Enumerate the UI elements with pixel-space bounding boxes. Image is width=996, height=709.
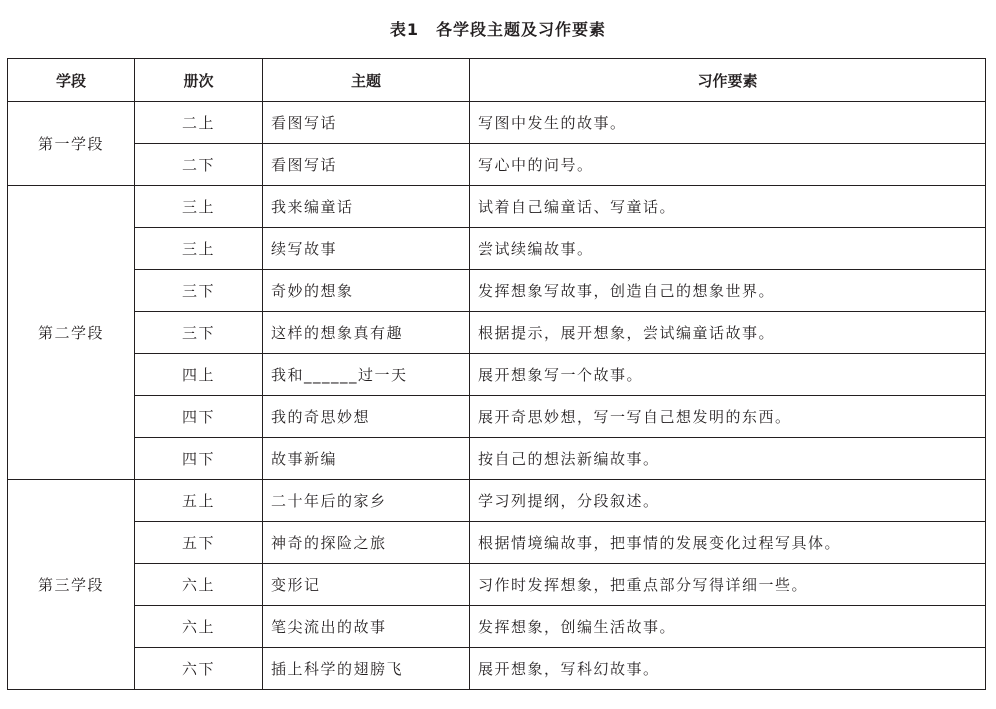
header-volume: 册次 (135, 59, 263, 102)
header-row (8, 59, 986, 102)
table-row (8, 480, 986, 522)
header-stage: 学段 (8, 59, 135, 102)
volume-cell: 五上 (135, 480, 263, 522)
volume-cell: 二下 (135, 144, 263, 186)
topic-cell: 故事新编 (263, 438, 470, 480)
stage-cell: 第一学段 (8, 102, 135, 186)
table-row (8, 564, 986, 606)
table-row (8, 354, 986, 396)
header-elements: 习作要素 (470, 59, 986, 102)
volume-cell: 六上 (135, 564, 263, 606)
writing-elements-table (7, 58, 986, 690)
elements-cell: 根据提示，展开想象，尝试编童话故事。 (470, 312, 986, 354)
table-row (8, 270, 986, 312)
table-caption: 表1 各学段主题及习作要素 (389, 20, 607, 39)
topic-cell: 变形记 (263, 564, 470, 606)
table-row (8, 438, 986, 480)
header-topic: 主题 (263, 59, 470, 102)
volume-cell: 三上 (135, 186, 263, 228)
volume-cell: 四上 (135, 354, 263, 396)
elements-cell: 试着自己编童话、写童话。 (470, 186, 986, 228)
topic-cell: 这样的想象真有趣 (263, 312, 470, 354)
elements-cell: 展开想象写一个故事。 (470, 354, 986, 396)
volume-cell: 六下 (135, 648, 263, 690)
volume-cell: 四下 (135, 438, 263, 480)
table-row (8, 186, 986, 228)
table-row (8, 102, 986, 144)
volume-cell: 五下 (135, 522, 263, 564)
topic-cell: 看图写话 (263, 102, 470, 144)
table-row (8, 396, 986, 438)
elements-cell: 展开奇思妙想，写一写自己想发明的东西。 (470, 396, 986, 438)
elements-cell: 学习列提纲，分段叙述。 (470, 480, 986, 522)
stage-cell: 第二学段 (8, 186, 135, 480)
table-row (8, 648, 986, 690)
volume-cell: 二上 (135, 102, 263, 144)
elements-cell: 发挥想象写故事，创造自己的想象世界。 (470, 270, 986, 312)
elements-cell: 写心中的问号。 (470, 144, 986, 186)
topic-cell: 我来编童话 (263, 186, 470, 228)
table-row (8, 228, 986, 270)
table-row (8, 312, 986, 354)
elements-cell: 尝试续编故事。 (470, 228, 986, 270)
topic-cell: 奇妙的想象 (263, 270, 470, 312)
volume-cell: 三上 (135, 228, 263, 270)
volume-cell: 六上 (135, 606, 263, 648)
stage-cell: 第三学段 (8, 480, 135, 690)
topic-cell: 我的奇思妙想 (263, 396, 470, 438)
table-row (8, 522, 986, 564)
table-row (8, 606, 986, 648)
topic-cell: 二十年后的家乡 (263, 480, 470, 522)
elements-cell: 习作时发挥想象，把重点部分写得详细一些。 (470, 564, 986, 606)
volume-cell: 三下 (135, 270, 263, 312)
table-row (8, 144, 986, 186)
volume-cell: 三下 (135, 312, 263, 354)
elements-cell: 展开想象，写科幻故事。 (470, 648, 986, 690)
volume-cell: 四下 (135, 396, 263, 438)
elements-cell: 发挥想象，创编生活故事。 (470, 606, 986, 648)
elements-cell: 按自己的想法新编故事。 (470, 438, 986, 480)
topic-cell: 插上科学的翅膀飞 (263, 648, 470, 690)
topic-cell: 续写故事 (263, 228, 470, 270)
topic-cell: 笔尖流出的故事 (263, 606, 470, 648)
elements-cell: 写图中发生的故事。 (470, 102, 986, 144)
topic-cell: 神奇的探险之旅 (263, 522, 470, 564)
topic-cell: 看图写话 (263, 144, 470, 186)
elements-cell: 根据情境编故事，把事情的发展变化过程写具体。 (470, 522, 986, 564)
topic-cell: 我和______过一天 (263, 354, 470, 396)
